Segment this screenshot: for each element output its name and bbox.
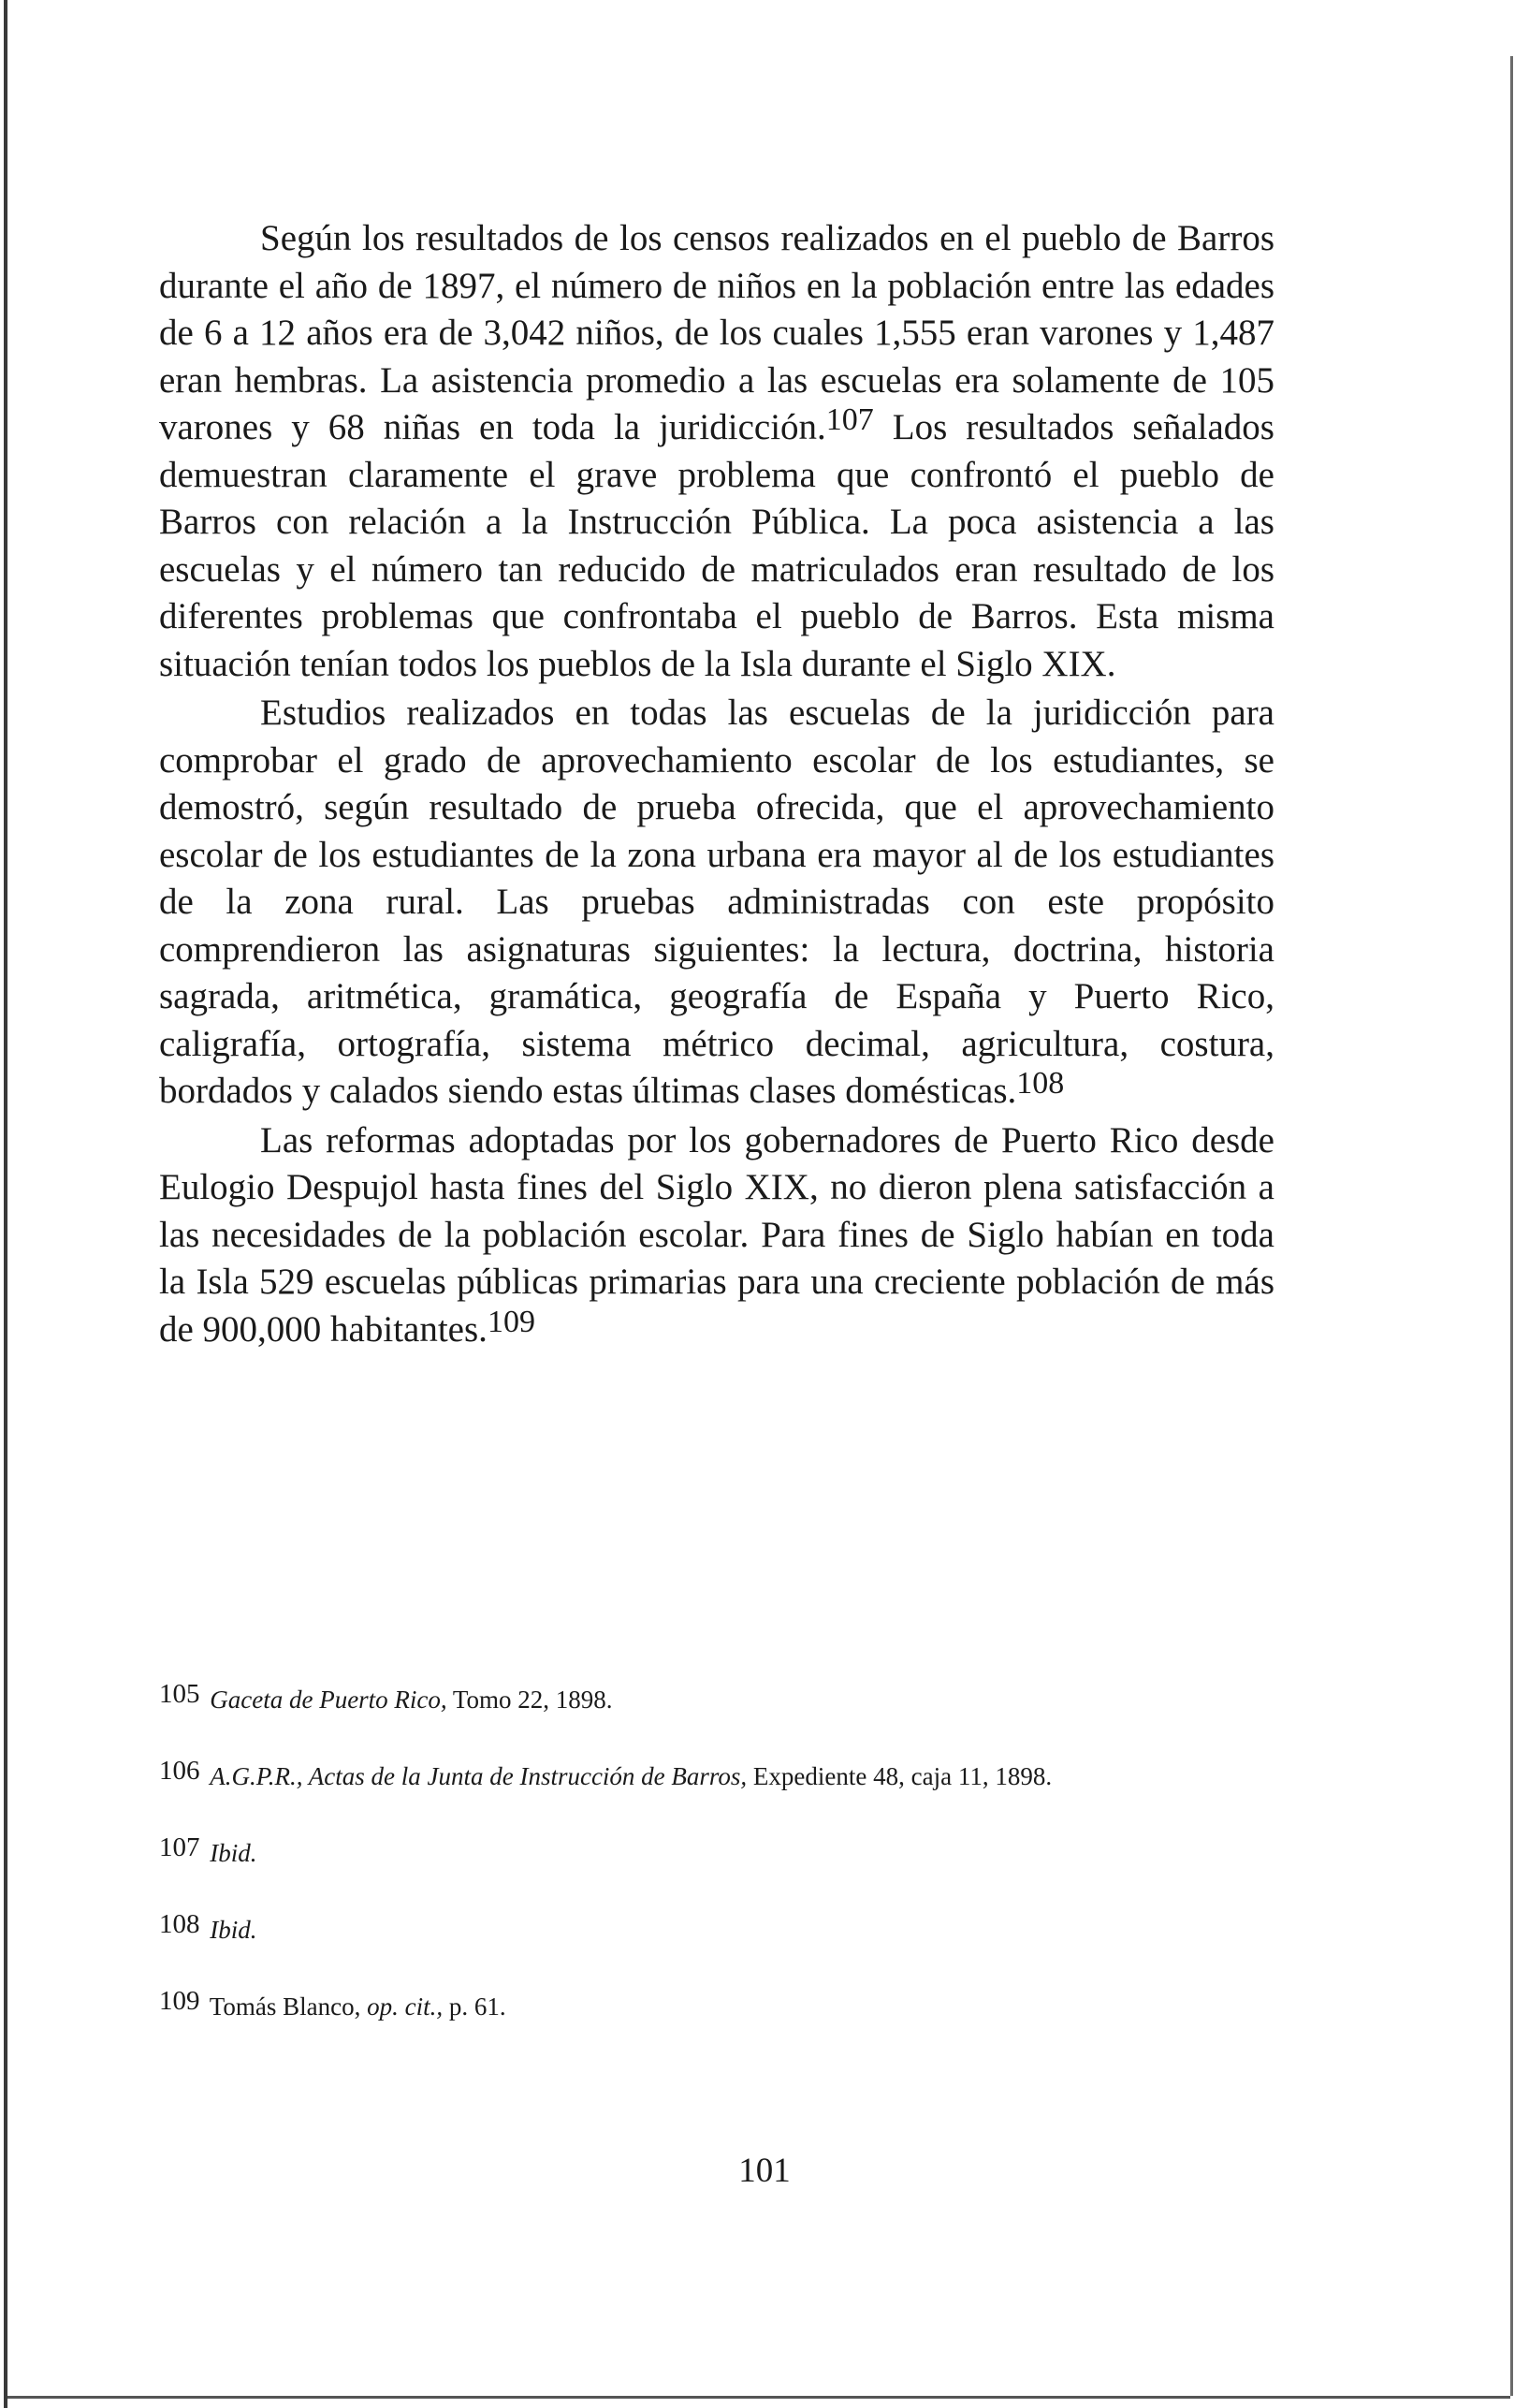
footnote-italic: Ibid.	[210, 1839, 257, 1867]
footnote-italic: Gaceta de Puerto Rico,	[210, 1686, 447, 1714]
footnote-ref-109: 109	[487, 1304, 535, 1339]
footnote-text: Tomás Blanco,	[209, 1992, 368, 2021]
body-text	[159, 215, 1274, 1353]
footnote-108	[159, 1910, 1274, 1949]
paragraph-2	[159, 690, 1274, 1116]
footnote-number: 107	[159, 1832, 200, 1862]
scan-edge-left	[4, 0, 7, 2408]
paragraph-text: Las reformas adoptadas por los gobernadores de Puerto Rico desde Eulogio Despujol hasta fines del Siglo XIX, no dieron plena satisfacción a las necesidades de la población escolar. Para fines de Siglo habían en toda la Isla 529 escuelas públicas primarias para una creciente población de más de 900,000 habitantes.	[159, 1119, 1274, 1350]
footnote-text: Tomo 22, 1898.	[446, 1686, 613, 1714]
footnote-text: p. 61.	[443, 1992, 506, 2021]
footnote-italic: Ibid.	[210, 1916, 257, 1944]
footnote-ref-107: 107	[825, 402, 874, 437]
footnotes	[159, 1680, 1274, 2064]
paragraph-text: Estudios realizados en todas las escuelas de la juridicción para comprobar el grado de aprovechamiento escolar de los estudiantes, se demostró, según resultado de prueba ofrecida, que el aprovechamiento escolar de los estudiantes de la zona urbana era mayor al de los estudiantes de la zona rural. Las pruebas administradas con este propósito comprendieron las asignaturas siguientes: la lectura, doctrina, historia sagrada, aritmética, gramática, geografía de España y Puerto Rico, caligrafía, ortografía, sistema métrico decimal, agricultura, costura, bordados y calados siendo estas últimas clases domésticas.	[159, 693, 1274, 1111]
footnote-number: 105	[159, 1679, 200, 1709]
footnote-ref-108: 108	[1016, 1066, 1065, 1101]
footnote-number: 106	[159, 1756, 200, 1786]
footnote-number: 109	[159, 1986, 200, 2016]
scan-edge-bottom	[7, 2396, 1510, 2399]
footnote-text: Expediente 48, caja 11, 1898.	[747, 1762, 1053, 1790]
page-number: 101	[738, 2152, 791, 2190]
paragraph-text: Según los resultados de los censos realizados en el pueblo de Barros durante el año de 1897, el número de niños en la población entre las edades de 6 a 12 años era de 3,042 niños, de los cuales 1,555 eran varones y 1,487 eran hembras. La asistencia promedio a las escuelas era solamente de 105 varones y 68 niñas en toda la juridicción.	[159, 218, 1274, 447]
footnote-106	[159, 1757, 1274, 1796]
footnote-italic: op. cit.,	[367, 1992, 444, 2021]
footnote-number: 108	[159, 1909, 200, 1939]
paragraph-3	[159, 1117, 1274, 1354]
footnote-107	[159, 1833, 1274, 1873]
paragraph-1	[159, 215, 1274, 688]
footnote-italic: A.G.P.R., Actas de la Junta de Instrucción de Barros,	[210, 1762, 748, 1790]
paragraph-text: Los resultados señalados demuestran claramente el grave problema que confrontó el pueblo de Barros con relación a la Instrucción Pública. La poca asistencia a las escuelas y el número tan reducido de matriculados eran resultado de los diferentes problemas que confrontaba el pueblo de Barros. Esta misma situación tenían todos los pueblos de la Isla durante el Siglo XIX.	[159, 407, 1274, 684]
footnote-109	[159, 1987, 1274, 2026]
scan-edge-right	[1510, 56, 1513, 2396]
footnote-105	[159, 1680, 1274, 1719]
